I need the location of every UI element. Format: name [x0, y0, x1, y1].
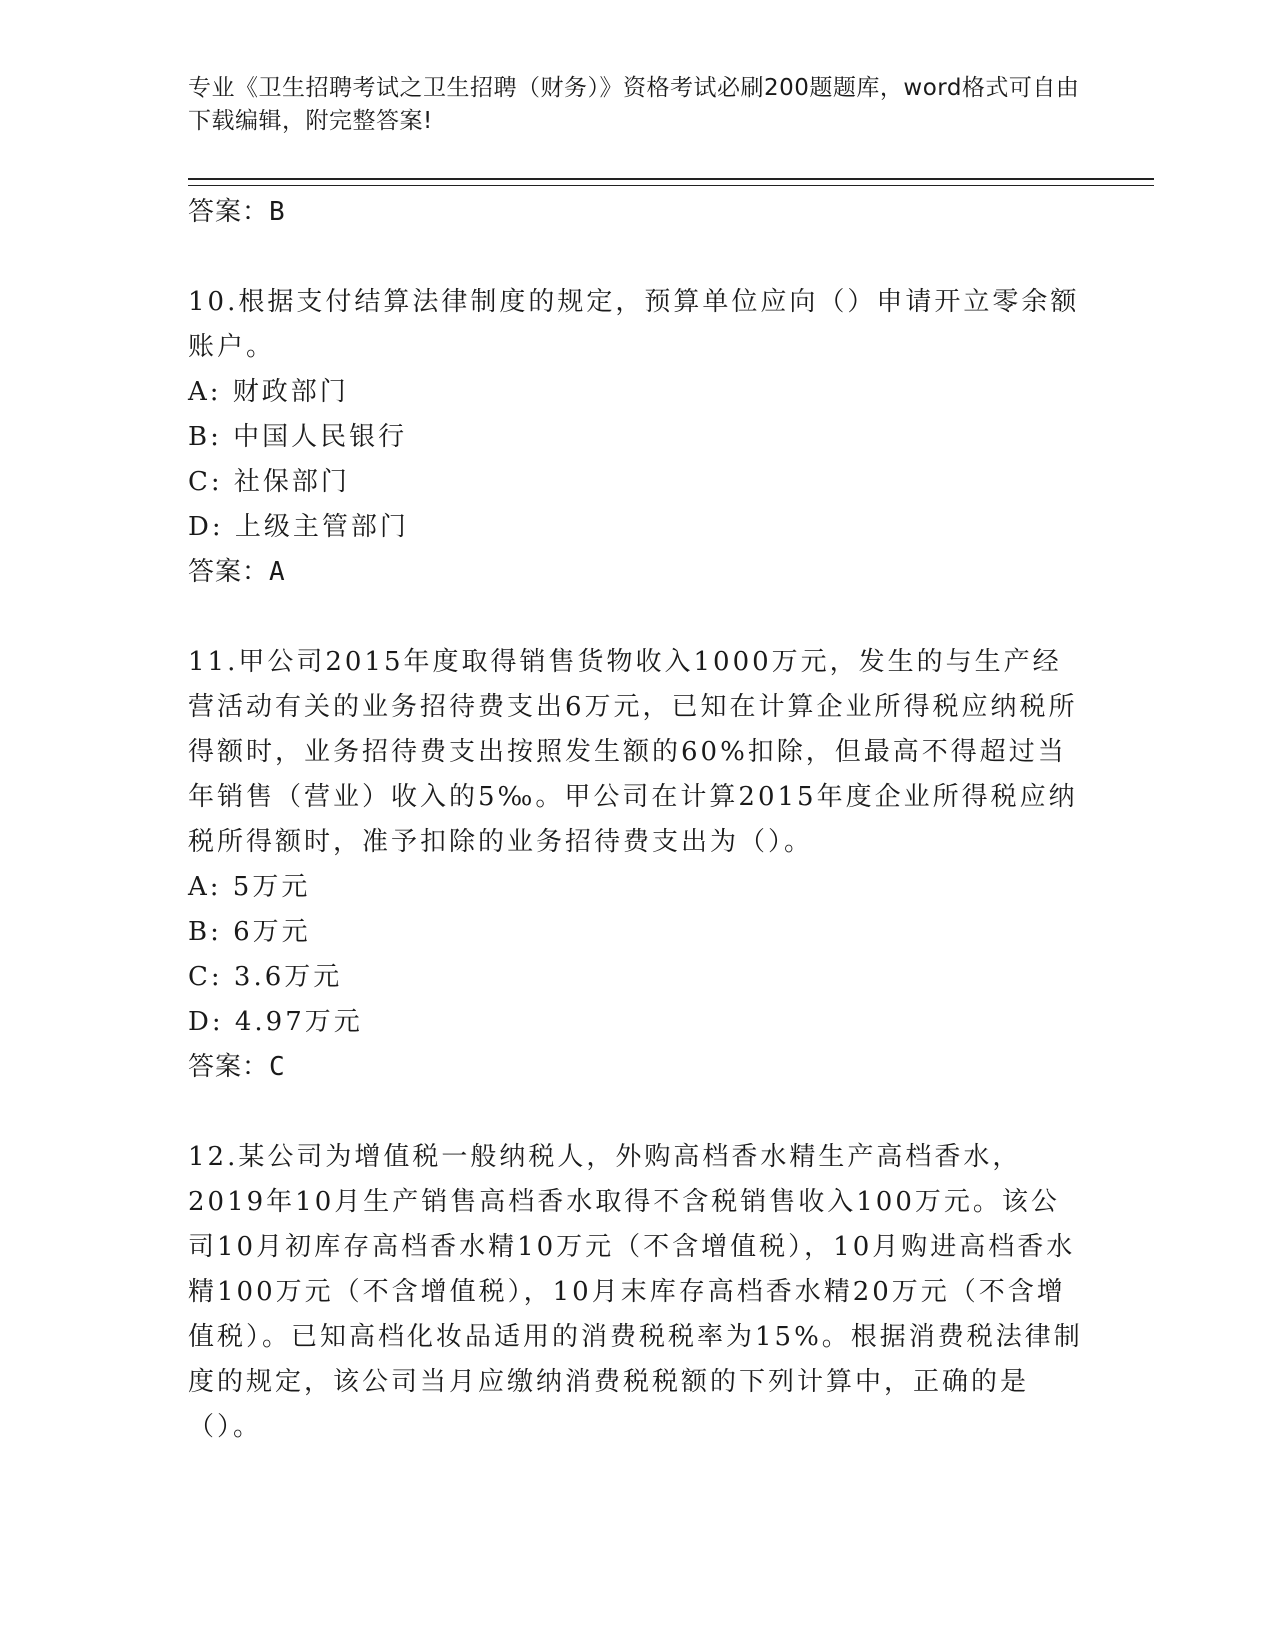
question-stem: 11.甲公司2015年度取得销售货物收入1000万元，发生的与生产经营活动有关的业务招待费支出6万元，已知在计算企业所得税应纳税所得额时，业务招待费支出按照发生额的60%扣除，但最高不得超过当年销售（营业）收入的5‰。甲公司在计算2015年度企业所得税应纳税所得额时，准予扣除的业务招待费支出为（）。 [188, 647, 1078, 857]
document-body [188, 190, 1088, 1450]
answer-line: 答案：A [188, 557, 286, 587]
page-header [188, 72, 1088, 138]
header-divider [188, 178, 1154, 186]
option-c: C: 社保部门 [188, 467, 350, 497]
option-b: B: 中国人民银行 [188, 422, 408, 452]
question-stem: 12.某公司为增值税一般纳税人，外购高档香水精生产高档香水，2019年10月生产销售高档香水取得不含税销售收入100万元。该公司10月初库存高档香水精10万元（不含增值税），10月购进高档香水精100万元（不含增值税），10月末库存高档香水精20万元（不含增值税）。已知高档化妆品适用的消费税税率为15%。根据消费税法律制度的规定，该公司当月应缴纳消费税税额的下列计算中，正确的是（）。 [188, 1142, 1083, 1442]
option-d: D: 4.97万元 [188, 1007, 363, 1037]
option-a: A: 财政部门 [188, 377, 349, 407]
answer-line: 答案：C [188, 1052, 286, 1082]
header-title: 专业《卫生招聘考试之卫生招聘（财务）》资格考试必刷200题题库，word格式可自由下载编辑，附完整答案! [188, 75, 1080, 134]
question-12 [188, 1135, 1088, 1450]
question-11 [188, 640, 1088, 1090]
option-d: D: 上级主管部门 [188, 512, 409, 542]
option-b: B: 6万元 [188, 917, 311, 947]
question-10 [188, 280, 1088, 595]
option-c: C: 3.6万元 [188, 962, 343, 992]
question-stem: 10.根据支付结算法律制度的规定，预算单位应向（）申请开立零余额账户。 [188, 287, 1080, 362]
answer-line: 答案：B [188, 197, 286, 227]
option-a: A: 5万元 [188, 872, 311, 902]
